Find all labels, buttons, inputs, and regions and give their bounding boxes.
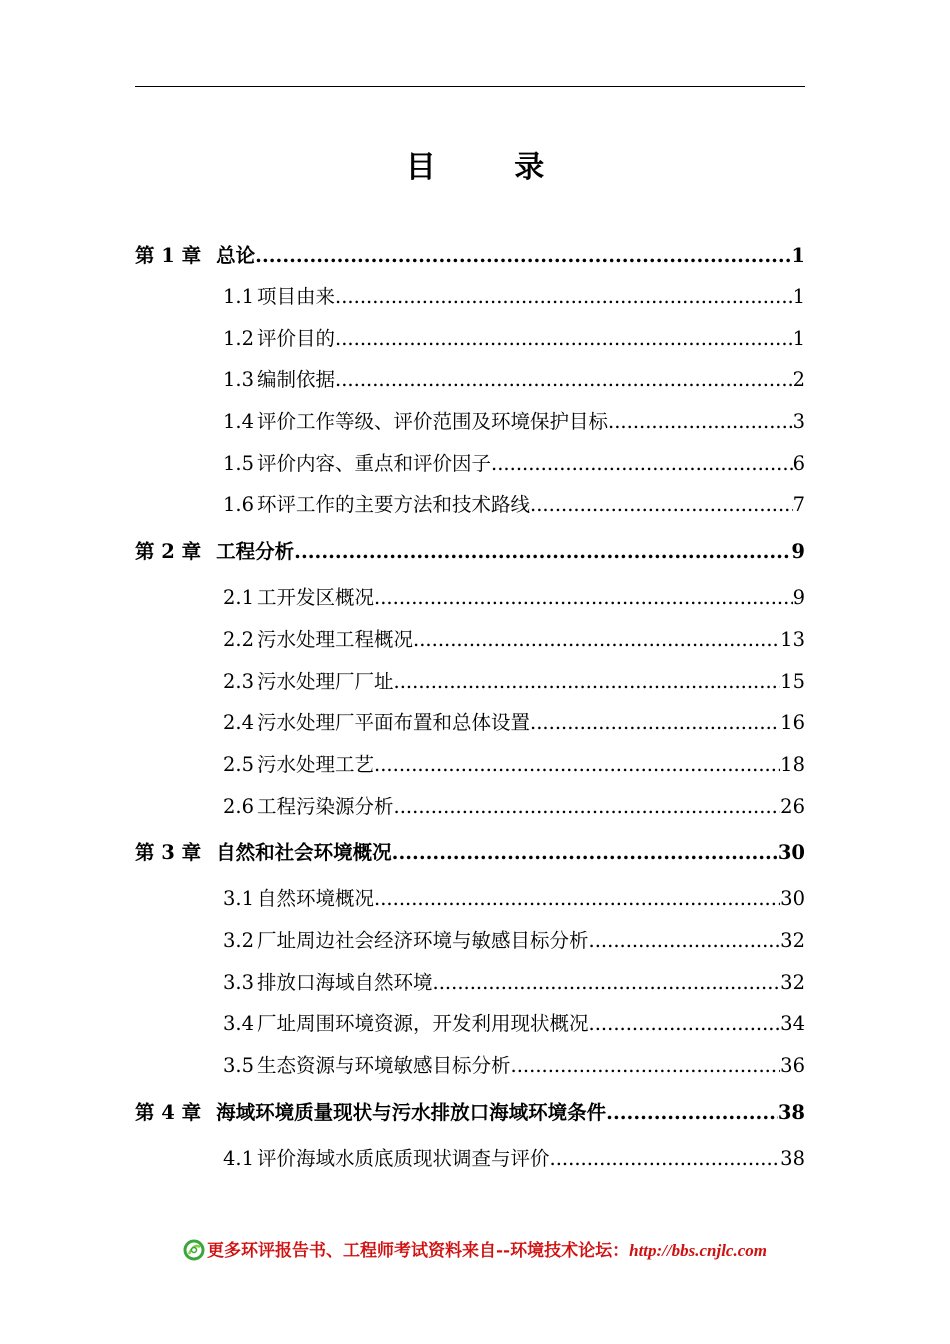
toc-entry-page: 2 xyxy=(792,368,805,392)
toc-entry-label: 编制依据 xyxy=(257,368,336,392)
toc-entry-label: 评价海域水质底质现状调查与评价 xyxy=(257,1146,550,1170)
table-of-contents xyxy=(135,236,805,1179)
toc-entry-label: 环评工作的主要方法和技术路线 xyxy=(257,493,531,517)
toc-entry-label: 污水处理厂厂址 xyxy=(257,669,394,693)
toc-entry-number: 3.1 xyxy=(223,887,255,911)
toc-section-entry[interactable] xyxy=(135,744,805,786)
toc-entry-page: 15 xyxy=(780,669,805,693)
toc-entry-label: 生态资源与环境敏感目标分析 xyxy=(257,1054,511,1077)
footer-link[interactable]: http://bbs.cnjlc.com xyxy=(629,1241,767,1260)
toc-entry-page: 9 xyxy=(792,586,805,610)
toc-dot-leader xyxy=(530,484,793,526)
toc-entry-label: 污水处理工艺 xyxy=(257,752,375,776)
toc-section-entry[interactable] xyxy=(135,786,805,828)
toc-section-entry[interactable] xyxy=(135,878,805,920)
toc-entry-number: 第 4 章 xyxy=(135,1100,202,1124)
toc-entry-label: 评价工作等级、评价范围及环境保护目标 xyxy=(257,410,609,434)
toc-dot-leader xyxy=(530,702,780,744)
toc-entry-page: 6 xyxy=(792,451,805,475)
toc-dot-leader xyxy=(394,786,781,828)
toc-entry-page: 26 xyxy=(780,794,805,818)
toc-dot-leader xyxy=(335,318,793,360)
toc-entry-page: 38 xyxy=(780,1146,805,1170)
toc-entry-label: 总论 xyxy=(216,244,256,267)
toc-chapter-entry[interactable] xyxy=(135,1087,805,1138)
toc-dot-leader xyxy=(433,962,781,1004)
toc-entry-number: 1.5 xyxy=(223,451,255,475)
toc-entry-number: 第 1 章 xyxy=(135,244,202,267)
toc-dot-leader xyxy=(255,236,791,276)
toc-entry-page: 1 xyxy=(791,244,805,267)
toc-entry-page: 32 xyxy=(780,928,805,952)
toc-entry-number: 第 3 章 xyxy=(135,841,202,865)
toc-entry-number: 1.3 xyxy=(223,368,255,392)
toc-entry-label: 工开发区概况 xyxy=(257,586,375,610)
toc-dot-leader xyxy=(374,878,780,920)
toc-entry-label: 海域环境质量现状与污水排放口海域环境条件 xyxy=(216,1100,607,1124)
toc-entry-page: 18 xyxy=(780,752,805,776)
toc-entry-label: 厂址周边社会经济环境与敏感目标分析 xyxy=(257,928,589,952)
toc-entry-number: 2.5 xyxy=(223,752,255,776)
toc-entry-number: 3.2 xyxy=(223,928,255,952)
toc-section-entry[interactable] xyxy=(135,619,805,661)
toc-section-entry[interactable] xyxy=(135,962,805,1004)
toc-section-entry[interactable] xyxy=(135,577,805,619)
toc-section-entry[interactable] xyxy=(135,443,805,485)
toc-entry-number: 2.1 xyxy=(223,586,255,610)
toc-entry-number: 3.4 xyxy=(223,1012,255,1036)
toc-entry-number: 1.1 xyxy=(223,285,255,308)
toc-chapter-entry[interactable] xyxy=(135,236,805,276)
toc-dot-leader xyxy=(606,1087,778,1138)
toc-entry-number: 2.6 xyxy=(223,794,255,818)
toc-section-entry[interactable] xyxy=(135,484,805,526)
toc-section-entry[interactable] xyxy=(135,702,805,744)
toc-entry-number: 2.2 xyxy=(223,627,255,651)
toc-entry-number: 2.4 xyxy=(223,711,255,735)
toc-dot-leader xyxy=(392,827,778,878)
page-title: 目 录 xyxy=(405,150,579,185)
toc-entry-label: 污水处理工程概况 xyxy=(257,627,414,651)
toc-dot-leader xyxy=(413,619,780,661)
toc-entry-number: 3.3 xyxy=(223,970,255,994)
toc-dot-leader xyxy=(511,1045,781,1087)
toc-entry-page: 34 xyxy=(780,1012,805,1036)
toc-dot-leader xyxy=(491,443,793,485)
toc-dot-leader xyxy=(335,359,793,401)
toc-entry-page: 16 xyxy=(780,711,805,735)
toc-entry-label: 评价内容、重点和评价因子 xyxy=(257,451,492,475)
toc-entry-page: 1 xyxy=(792,326,805,350)
footer-text: 更多环评报告书、工程师考试资料来自--环境技术论坛： xyxy=(206,1241,630,1261)
toc-entry-page: 36 xyxy=(780,1054,805,1077)
toc-dot-leader xyxy=(335,276,793,318)
toc-entry-number: 4.1 xyxy=(223,1146,255,1170)
toc-section-entry[interactable] xyxy=(135,318,805,360)
header-rule xyxy=(135,86,805,87)
toc-entry-page: 9 xyxy=(791,540,805,564)
toc-entry-page: 13 xyxy=(780,627,805,651)
toc-entry-page: 38 xyxy=(777,1100,805,1124)
toc-entry-page: 32 xyxy=(780,970,805,994)
toc-entry-number: 3.5 xyxy=(223,1054,255,1077)
toc-entry-label: 评价目的 xyxy=(257,326,336,350)
toc-entry-label: 工程分析 xyxy=(216,540,295,564)
toc-entry-label: 自然环境概况 xyxy=(257,887,375,911)
toc-dot-leader xyxy=(608,401,793,443)
toc-dot-leader xyxy=(589,1003,781,1045)
toc-entry-label: 工程污染源分析 xyxy=(257,794,394,818)
toc-dot-leader xyxy=(589,920,781,962)
toc-dot-leader xyxy=(550,1138,781,1180)
toc-entry-number: 1.2 xyxy=(223,326,255,350)
toc-entry-number: 2.3 xyxy=(223,669,255,693)
toc-section-entry[interactable] xyxy=(135,276,805,318)
toc-section-entry[interactable] xyxy=(135,1138,805,1180)
toc-entry-number: 1.6 xyxy=(223,493,255,517)
toc-section-entry[interactable] xyxy=(135,401,805,443)
toc-chapter-entry[interactable] xyxy=(135,827,805,878)
toc-section-entry[interactable] xyxy=(135,661,805,703)
toc-entry-label: 排放口海域自然环境 xyxy=(257,970,433,994)
toc-entry-page: 3 xyxy=(792,410,805,434)
toc-entry-label: 厂址周围环境资源，开发利用现状概况 xyxy=(257,1012,589,1036)
toc-dot-leader xyxy=(394,661,781,703)
toc-dot-leader xyxy=(374,577,793,619)
toc-entry-number: 第 2 章 xyxy=(135,540,202,564)
toc-dot-leader xyxy=(374,744,780,786)
toc-dot-leader xyxy=(294,526,791,577)
toc-section-entry[interactable] xyxy=(135,1045,805,1087)
toc-entry-page: 30 xyxy=(777,841,805,865)
green-swirl-logo-icon xyxy=(183,1239,205,1261)
toc-entry-label: 项目由来 xyxy=(257,285,336,308)
toc-section-entry[interactable] xyxy=(135,920,805,962)
toc-section-entry[interactable] xyxy=(135,1003,805,1045)
footer xyxy=(0,1236,950,1261)
toc-entry-page: 1 xyxy=(792,285,805,308)
toc-section-entry[interactable] xyxy=(135,359,805,401)
toc-entry-page: 7 xyxy=(792,493,805,517)
toc-entry-label: 自然和社会环境概况 xyxy=(216,841,392,865)
toc-entry-number: 1.4 xyxy=(223,410,255,434)
toc-entry-label: 污水处理厂平面布置和总体设置 xyxy=(257,711,531,735)
toc-chapter-entry[interactable] xyxy=(135,526,805,577)
toc-entry-page: 30 xyxy=(780,887,805,911)
